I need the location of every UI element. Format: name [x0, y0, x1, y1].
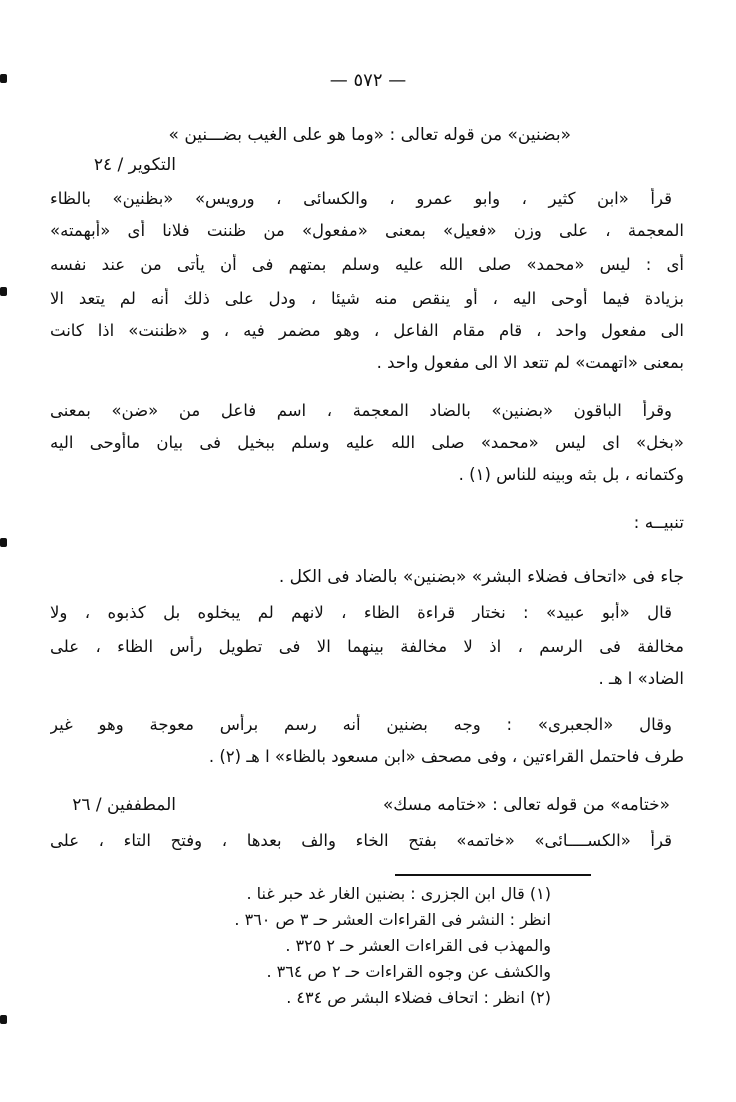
notice-title: تنبيــه : — [633, 513, 684, 533]
page-number: — ٥٧٢ — — [329, 70, 407, 91]
binding-mark-bottom — [0, 1015, 7, 1024]
para4-line-2: طرف فاحتمل القراءتين ، وفى مصحف «ابن مسعود بالظاء» ا هـ (٢) . — [208, 747, 684, 766]
section2-reference: المطففين / ٢٦ — [72, 795, 176, 815]
para1-line-4: بزيادة فيما أوحى اليه ، أو ينقص منه شيئا ، ودل على ذلك أنه لم يتعد الا — [50, 289, 684, 308]
notice-line: جاء فى «اتحاف فضلاء البشر» «بضنين» بالضاد فى الكل . — [278, 567, 684, 587]
footnote-5: (٢) انظر : اتحاف فضلاء البشر ص ٤٣٤ . — [286, 988, 551, 1007]
footnote-divider — [395, 874, 591, 876]
footnote-4: والكشف عن وجوه القراءات حـ ٢ ص ٣٦٤ . — [266, 962, 551, 981]
para1-line-6: بمعنى «اتهمت» لم تتعد الا الى مفعول واحد . — [376, 353, 684, 372]
binding-mark-middle-2 — [0, 538, 7, 547]
para1-line-2: المعجمة ، على وزن «فعيل» بمعنى «مفعول» من ظننت فلانا أى «أبهمته» — [50, 221, 684, 240]
para1-line-1: قرأ «ابن كثير ، وابو عمرو ، والكسائى ، ورويس» «بظنين» بالظاء — [50, 189, 672, 208]
section1-reference: التكوير / ٢٤ — [93, 155, 176, 175]
para1-line-5: الى مفعول واحد ، قام مقام الفاعل ، وهو مضمر فيه ، و «ظننت» اذا كانت — [50, 321, 684, 340]
section1-heading: «بضنين» من قوله تعالى : «وما هو على الغيب بضـــنين » — [168, 125, 571, 145]
footnote-2: انظر : النشر فى القراءات العشر حـ ٣ ص ٣٦٠ . — [234, 910, 551, 929]
para1-line-3: أى : ليس «محمد» صلى الله عليه وسلم بمتهم فى أن يأتى من عند نفسه — [50, 255, 684, 274]
section2-heading: «ختامه» من قوله تعالى : «ختامه مسك» — [382, 795, 670, 815]
binding-mark-middle-1 — [0, 287, 7, 296]
footnote-1: (١) قال ابن الجزرى : بضنين الغار غد حبر غنا . — [246, 884, 551, 903]
para2-line-2: «بخل» اى ليس «محمد» صلى الله عليه وسلم ببخيل فى بيان ماأوحى اليه — [50, 433, 684, 452]
para3-line-3: الضاد» ا هـ . — [598, 669, 684, 688]
footnote-3: والمهذب فى القراءات العشر حـ ٢ ٣٢٥ . — [285, 936, 551, 955]
para4-line-1: وقال «الجعبرى» : وجه بضنين أنه رسم برأس معوجة وهو غير — [50, 715, 672, 734]
para2-line-1: وقرأ الباقون «بضنين» بالضاد المعجمة ، اسم فاعل من «ضن» بمعنى — [50, 401, 672, 420]
section2-line: قرأ «الكســــائى» «خاتمه» بفتح الخاء والف بعدها ، وفتح التاء ، على — [50, 831, 672, 850]
para2-line-3: وكتمانه ، بل بثه وبينه للناس (١) . — [458, 465, 684, 484]
para3-line-1: قال «أبو عبيد» : نختار قراءة الظاء ، لانهم لم يبخلوه بل كذبوه ، ولا — [50, 603, 672, 622]
para3-line-2: مخالفة فى الرسم ، اذ لا مخالفة بينهما الا فى تطويل رأس الظاء ، على — [50, 637, 684, 656]
